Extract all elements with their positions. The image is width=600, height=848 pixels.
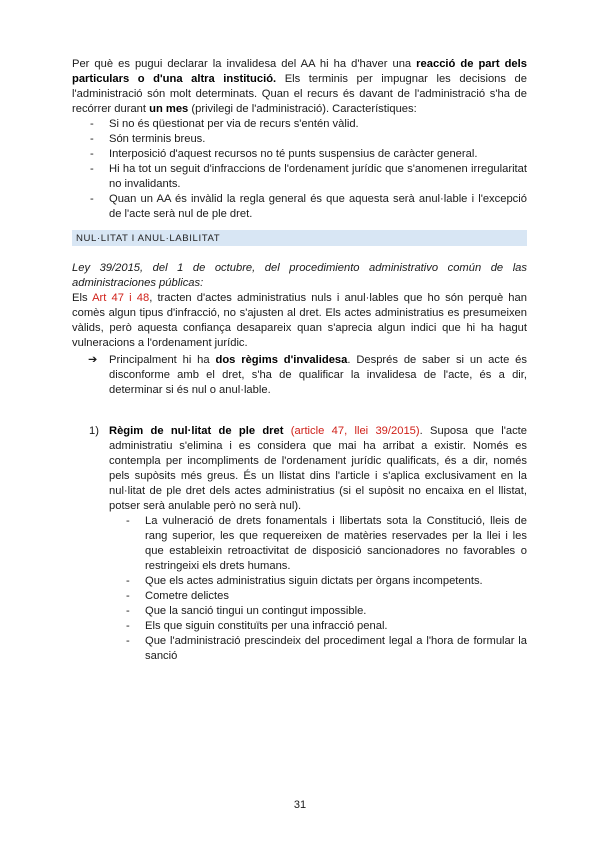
arrow-icon: ➔: [88, 354, 98, 366]
list-item: - Quan un AA és invàlid la regla general és que aquesta serà anul·lable i l'excepció de l'acte serà nul de ple dret.: [72, 192, 527, 222]
regime-1-reference: (article 47, llei 39/2015): [290, 425, 420, 437]
invalidity-section: [72, 261, 527, 398]
nullity-cases-list: [72, 514, 527, 664]
list-item: - Interposició d'aquest recursos no té punts suspensius de caràcter general.: [72, 147, 527, 162]
law-reference: Ley 39/2015, del 1 de octubre, del procedimiento administrativo común de las administraciones públicas:: [72, 262, 527, 289]
list-item: - Que l'administració prescindeix del procediment legal a l'hora de formular la sanció: [72, 634, 527, 664]
list-item: - Els que siguin constituïts per una infracció penal.: [72, 619, 527, 634]
regime-1-title: Règim de nul·litat de ple dret: [109, 425, 284, 437]
list-item: - Que els actes administratius siguin dictats per òrgans incompetents.: [72, 574, 527, 589]
articles-paragraph: Els Art 47 i 48, tracten d'actes administratius nuls i anul·lables que ho són perquè han comès algun tipus d'infracció, no s'ajusten al dret. Els actes administratius es presumeixen vàlids, però aquesta confiança desapareix quan s'aprecia algun indici que hi ha hagut vulneracions a l'ordenament jurídic.: [72, 292, 527, 349]
regime-1-section: [72, 424, 527, 664]
regimes-bullet: ➔ Principalment hi ha dos règims d'invalidesa. Després de saber si un acte és disconforme amb el dret, s'ha de qualificar la invalidesa de l'acte, és a dir, determinar si és nul o anul·lable.: [88, 354, 527, 396]
list-item: - Són terminis breus.: [72, 132, 527, 147]
article-reference: Art 47 i 48: [92, 292, 150, 304]
page-number: 31: [293, 799, 307, 811]
intro-paragraph: Per què es pugui declarar la invalidesa del AA hi ha d'haver una reacció de part dels particulars o d'una altra institució. Els terminis per impugnar les decisions de l'administració són molt determinats. Quan el recurs és davant de l'administració s'ha de recórrer durant un mes (privilegi de l'administració). Característiques:: [72, 58, 527, 115]
list-item: - Hi ha tot un seguit d'infraccions de l'ordenament jurídic que s'anomenen irregularitat no invalidants.: [72, 162, 527, 192]
list-item: - Que la sanció tingui un contingut impossible.: [72, 604, 527, 619]
item-number: 1): [89, 425, 99, 437]
characteristics-list: [72, 117, 527, 222]
regime-1-paragraph: 1) Règim de nul·litat de ple dret (article 47, llei 39/2015). Suposa que l'acte administratiu s'elimina i es considera que mai ha arribat a existir. Només es contempla per incompliments de l'ordenament jurídic qualificats, és a dir, només pels supòsits més greus. És un llistat dins l'article i s'aplica exclusivament en la nul·litat de ple dret dels actes administratius (si el supòsit no encaixa en el llistat, potser serà anulable però no serà nul).: [89, 425, 527, 512]
intro-section: [72, 57, 527, 222]
list-item: - Si no és qüestionat per via de recurs s'entén vàlid.: [72, 117, 527, 132]
section-heading: [72, 230, 527, 246]
list-item: - La vulneració de drets fonamentals i llibertats sota la Constitució, lleis de rang superior, les que requereixen de matèries reservades per la llei i les que estableixin retroactivitat de disposició sancionadores no favorables o restringeixi els drets humans.: [72, 514, 527, 574]
list-item: - Cometre delictes: [72, 589, 527, 604]
section-title: NUL·LITAT I ANUL·LABILITAT: [76, 233, 221, 244]
